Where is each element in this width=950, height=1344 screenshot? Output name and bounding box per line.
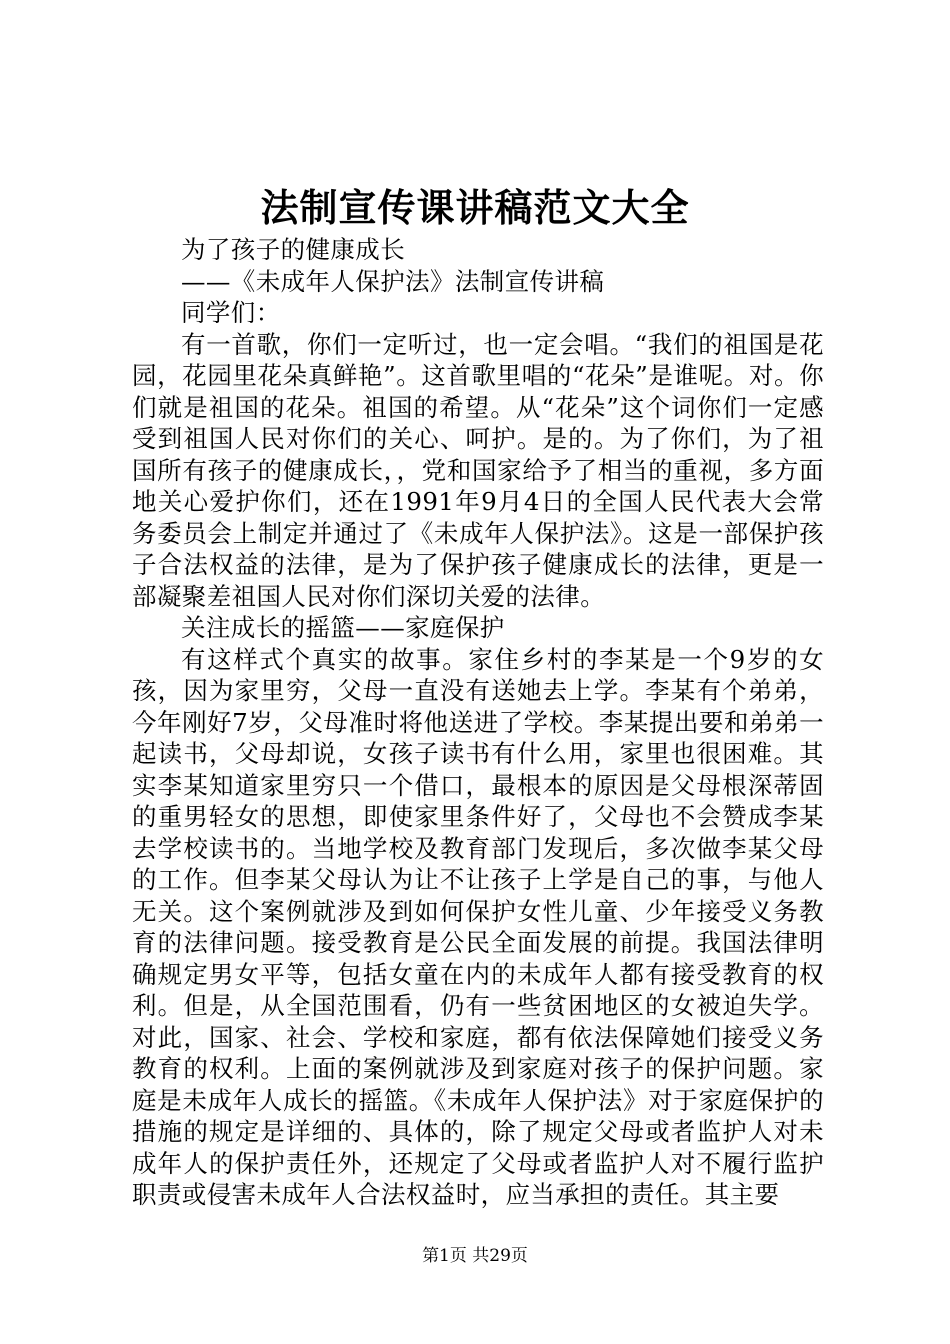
salutation: 同学们： (181, 298, 281, 327)
document-body (132, 234, 824, 1211)
section-heading: 关注成长的摇篮——家庭保护 (181, 613, 505, 642)
page-number-footer: 第1页 共29页 (422, 1246, 528, 1266)
body-paragraph: 有这样式个真实的故事。家住乡村的李某是一个9岁的女孩，因为家里穷，父母一直没有送她去上学。李某有个弟弟，今年刚好7岁，父母准时将他送进了学校。李某提出要和弟弟一起读书，父母却说，女孩子读书有什么用，家里也很困难。其实李某知道家里穷只一个借口，最根本的原因是父母根深蒂固的重男轻女的思想，即使家里条件好了，父母也不会赞成李某去学校读书的。当地学校及教育部门发现后，多次做李某父母的工作。但李某父母认为让不让孩子上学是自己的事，与他人无关。这个案例就涉及到如何保护女性儿童、少年接受义务教育的法律问题。接受教育是公民全面发展的前提。我国法律明确规定男女平等，包括女童在内的未成年人都有接受教育的权利。但是，从全国范围看，仍有一些贫困地区的女被迫失学。对此，国家、社会、学校和家庭，都有依法保障她们接受义务教育的权利。上面的案例就涉及到家庭对孩子的保护问题。家庭是未成年人成长的摇篮。《未成年人保护法》对于家庭保护的措施的规定是详细的、具体的，除了规定父母或者监护人对未成年人的保护责任外，还规定了父母或者监护人对不履行监护职责或侵害未成年人合法权益时，应当承担的责任。其主要 (132, 644, 824, 1209)
document-title: 法制宣传课讲稿范文大全 (260, 185, 690, 230)
subtitle-line: ——《未成年人保护法》法制宣传讲稿 (181, 266, 605, 296)
body-paragraph: 有一首歌，你们一定听过，也一定会唱。“我们的祖国是花园，花园里花朵真鲜艳”。这首歌里唱的“花朵”是谁呢。对。你们就是祖国的花朵。祖国的希望。从“花朵”这个词你们一定感受到祖国人民对你们的关心、呵护。是的。为了你们，为了祖国所有孩子的健康成长，，党和国家给予了相当的重视，多方面地关心爱护你们，还在1991年9月4日的全国人民代表大会常务委员会上制定并通过了《未成年人保护法》。这是一部保护孩子合法权益的法律，是为了保护孩子健康成长的法律，更是一部凝聚差祖国人民对你们深切关爱的法律。 (132, 329, 824, 611)
subtitle-line: 为了孩子的健康成长 (181, 235, 406, 264)
